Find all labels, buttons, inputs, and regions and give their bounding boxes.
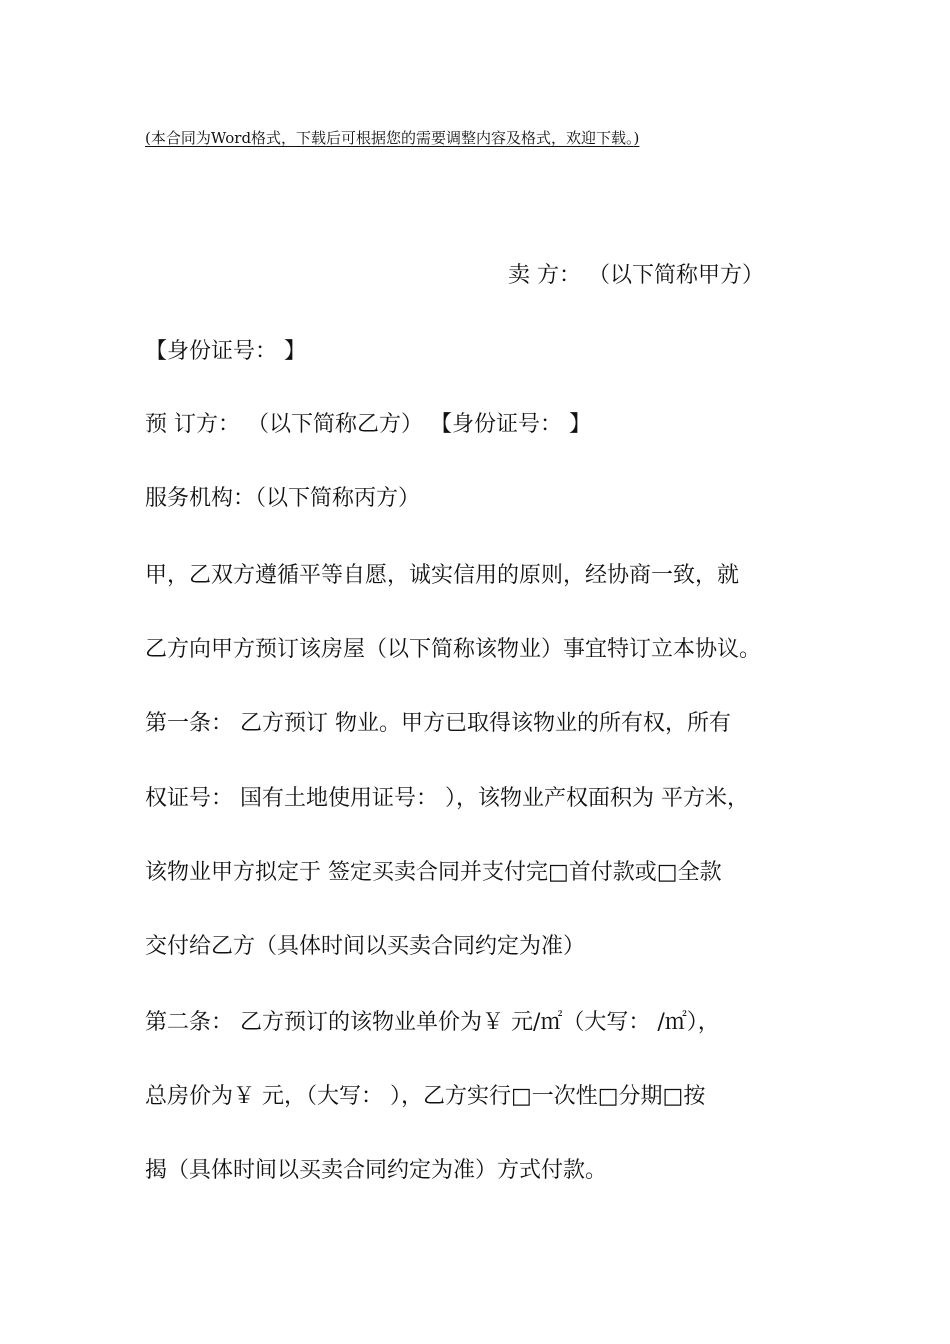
agency-line: 服务机构：（以下简称丙方） [145,486,421,511]
article-1-line-2: 权证号： 国有土地使用证号： ），该物业产权面积为 平方米， [145,786,749,811]
format-notice: (本合同为Word格式，下载后可根据您的需要调整内容及格式，欢迎下载。) [145,129,640,147]
article-2-line-3: 揭（具体时间以买卖合同约定为准）方式付款。 [145,1158,608,1183]
article-1-line-1: 第一条： 乙方预订 物业。甲方已取得该物业的所有权，所有 [145,711,731,736]
article-1-line-4: 交付给乙方（具体时间以买卖合同约定为准） [145,934,586,959]
seller-line: 卖 方： （以下简称甲方） [508,263,764,288]
seller-id-line: 【身份证号： 】 [145,339,306,364]
buyer-line: 预 订方： （以下简称乙方） 【身份证号： 】 [145,412,591,437]
article-2-line-1: 第二条： 乙方预订的该物业单价为￥ 元/㎡（大写： /㎡）， [145,1010,720,1035]
paragraph-intro-2: 乙方向甲方预订该房屋（以下简称该物业）事宜特订立本协议。 [145,637,762,662]
article-1-line-3: 该物业甲方拟定于 签定买卖合同并支付完□首付款或□全款 [145,860,722,885]
article-2-line-2: 总房价为￥ 元，（大写： ），乙方实行□一次性□分期□按 [145,1084,706,1109]
paragraph-intro-1: 甲，乙双方遵循平等自愿，诚实信用的原则，经协商一致，就 [145,563,740,588]
